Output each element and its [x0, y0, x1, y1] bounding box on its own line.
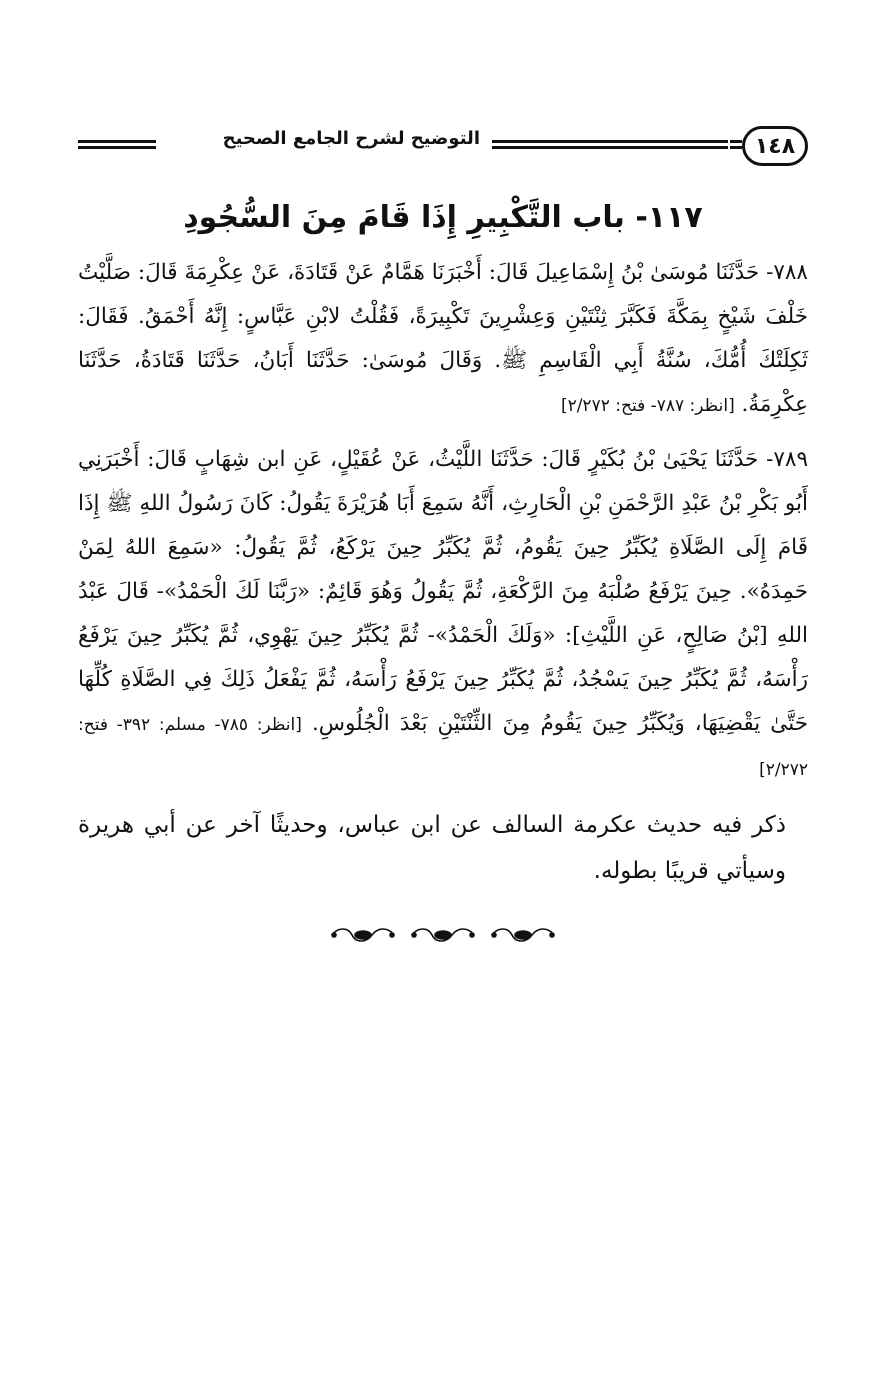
hadith-789: [78, 438, 808, 792]
chapter-title: ١١٧- باب التَّكْبِيرِ إِذَا قَامَ مِنَ السُّجُودِ: [183, 200, 703, 235]
hadith-788: [78, 251, 808, 428]
header-rule-left: [78, 140, 156, 149]
section-end-ornament: [78, 924, 808, 950]
page-number: ١٤٨: [742, 126, 808, 166]
commentary-paragraph: ذكر فيه حديث عكرمة السالف عن ابن عباس، وحديثًا آخر عن أبي هريرة وسيأتي قريبًا بطوله.: [78, 812, 786, 884]
hadith-number: ٧٨٨-: [766, 260, 808, 285]
hadith-reference: [انظر: ٧٨٥- مسلم: ٣٩٢- فتح: ٢/٢٧٢]: [78, 715, 808, 780]
page-header: [78, 120, 808, 176]
book-title: التوضيح لشرح الجامع الصحيح: [222, 128, 480, 149]
hadith-number: ٧٨٩-: [766, 447, 808, 472]
header-rule-right: [730, 140, 742, 149]
hadith-text: حَدَّثَنَا يَحْيَىٰ بْنُ بُكَيْرٍ قَالَ: حَدَّثَنَا اللَّيْثُ، عَنْ عُقَيْلٍ، عَنِ ابن شِهَابٍ قَالَ: أَخْبَرَنِي أَبُو بَكْرِ بْنُ عَبْدِ الرَّحْمَنِ بْنِ الْحَارِثِ، أَنَّهُ سَمِعَ أَبَا هُرَيْرَةَ يَقُولُ: كَانَ رَسُولُ اللهِ ﷺ إِذَا قَامَ إِلَى الصَّلَاةِ يُكَبِّرُ حِينَ يَقُومُ، ثُمَّ يُكَبِّرُ حِينَ يَرْكَعُ، ثُمَّ يَقُولُ: «سَمِعَ اللهُ لِمَنْ حَمِدَهُ». حِينَ يَرْفَعُ صُلْبَهُ مِنَ الرَّكْعَةِ، ثُمَّ يَقُولُ وَهُوَ قَائِمٌ: «رَبَّنَا لَكَ الْحَمْدُ»- قَالَ عَبْدُ اللهِ [بْنُ صَالِحٍ، عَنِ اللَّيْثِ]: «وَلَكَ الْحَمْدُ»- ثُمَّ يُكَبِّرُ حِينَ يَهْوِي، ثُمَّ يُكَبِّرُ حِينَ يَرْفَعُ رَأْسَهُ، ثُمَّ يُكَبِّرُ حِينَ يَسْجُدُ، ثُمَّ يُكَبِّرُ حِينَ يَرْفَعُ رَأْسَهُ، ثُمَّ يَفْعَلُ ذَلِكَ فِي الصَّلَاةِ كُلِّهَا حَتَّىٰ يَقْضِيَهَا، وَيُكَبِّرُ حِينَ يَقُومُ مِنَ الثِّنْتَيْنِ بَعْدَ الْجُلُوسِ.: [78, 447, 809, 736]
ornament-icon: [328, 924, 558, 946]
page: [78, 120, 808, 950]
header-rule-middle: [492, 140, 728, 149]
hadith-reference: [انظر: ٧٨٧- فتح: ٢/٢٧٢]: [560, 396, 735, 416]
hadith-text: حَدَّثَنَا مُوسَىٰ بْنُ إِسْمَاعِيلَ قَالَ: أَخْبَرَنَا هَمَّامٌ عَنْ قَتَادَةَ، عَنْ عِكْرِمَةَ قَالَ: صَلَّيْتُ خَلْفَ شَيْخٍ بِمَكَّةَ فَكَبَّرَ ثِنْتَيْنِ وَعِشْرِينَ تَكْبِيرَةً، فَقُلْتُ لابْنِ عَبَّاسٍ: إِنَّهُ أَحْمَقُ. فَقَالَ: ثَكِلَتْكَ أُمُّكَ، سُنَّةُ أَبِي الْقَاسِمِ ﷺ. وَقَالَ مُوسَىٰ: حَدَّثَنَا أَبَانُ، حَدَّثَنَا قَتَادَةُ، حَدَّثَنَا عِكْرِمَةُ.: [78, 260, 808, 417]
